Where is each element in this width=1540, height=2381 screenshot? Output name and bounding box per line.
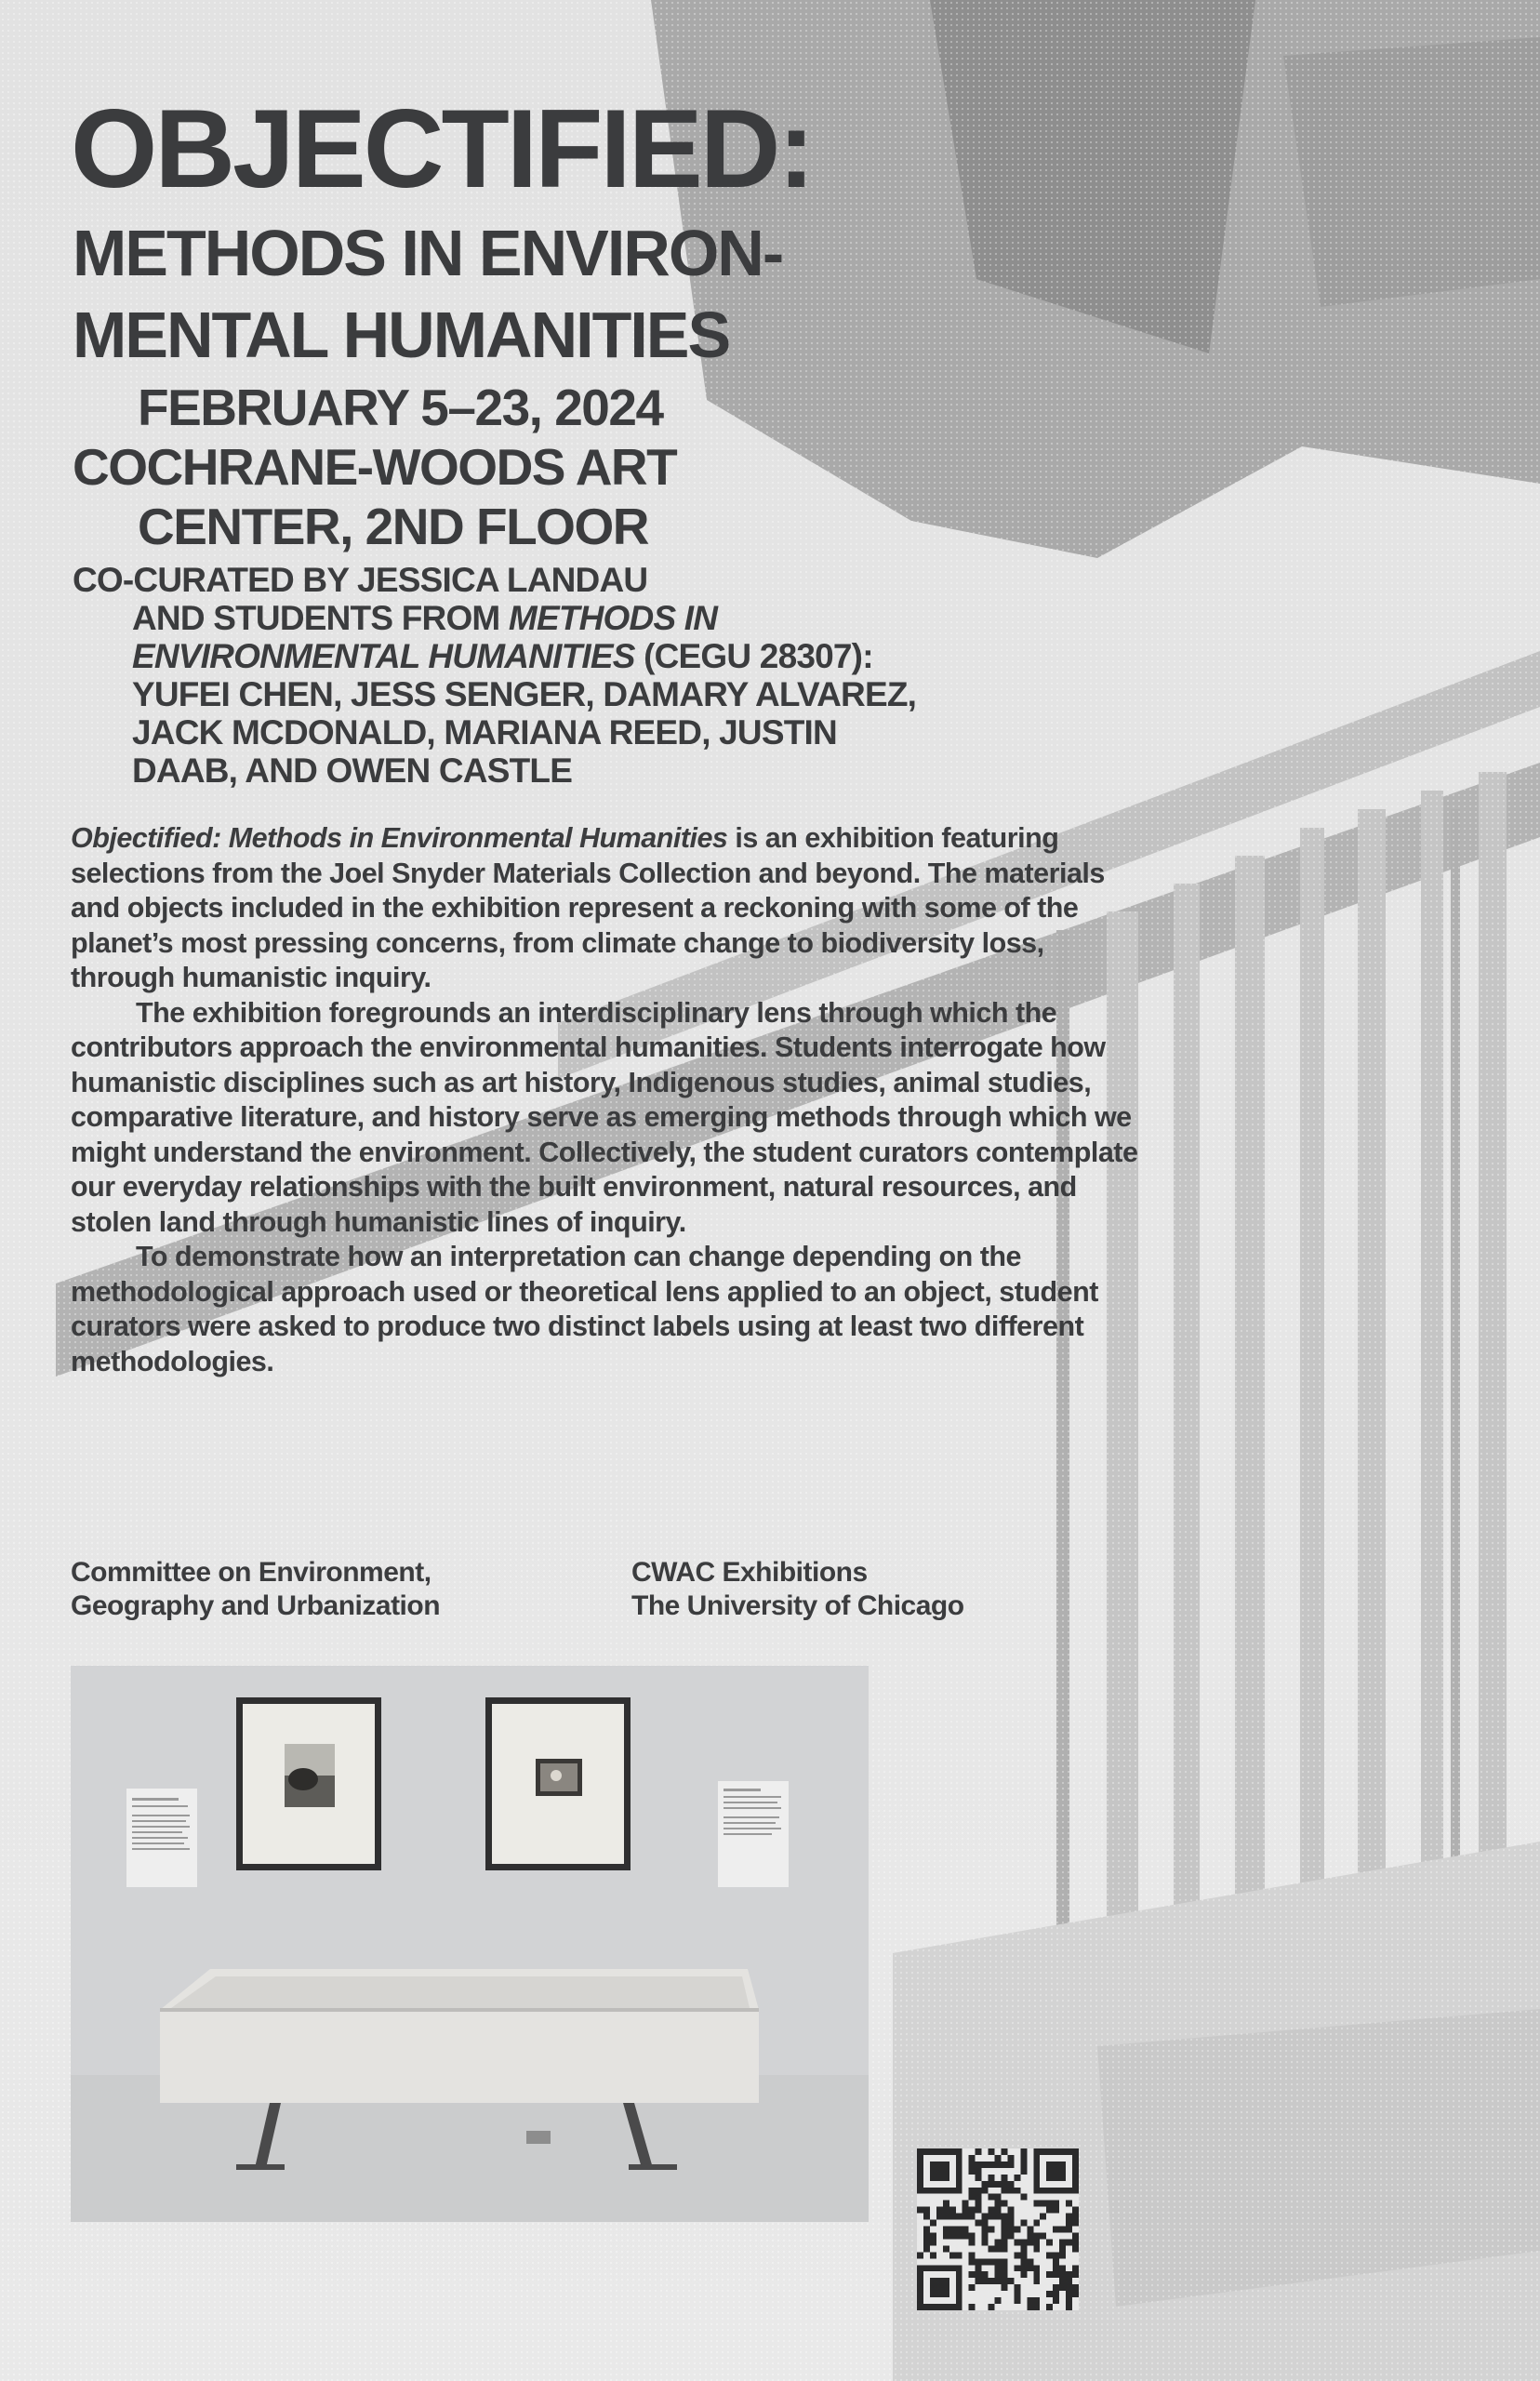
venue-line: COCHRANE-WOODS ART [73,438,677,496]
student-names-line: JACK MCDONALD, MARIANA REED, JUSTIN [132,713,837,752]
subtitle-line: MENTAL HUMANITIES [73,299,730,371]
description-paragraph: To demonstrate how an interpretation can change depending on the methodological approach used or theoretical lens applied to an object, student curators were asked to produce two distinct labels using at least two different methodologies. [71,1241,1098,1377]
qr-code-icon[interactable] [917,2148,1079,2310]
poster-subtitle [73,212,782,376]
exhibition-description [71,821,1140,1379]
student-names-line: YUFEI CHEN, JESS SENGER, DAMARY ALVAREZ, [132,675,917,713]
exhibition-title-italic: Objectified: Methods in Environmental Humanities [71,822,728,854]
exhibition-dates: FEBRUARY 5–23, 2024 [138,379,663,436]
curator-line [73,637,916,675]
course-code: (CEGU 28307): [634,637,873,675]
gallery-installation-photo [71,1666,869,2222]
footer-line: CWAC Exhibitions [631,1557,868,1588]
curator-line: CO-CURATED BY JESSICA LANDAU [73,561,648,599]
venue-line: CENTER, 2ND FLOOR [138,498,648,555]
subtitle-line: METHODS IN ENVIRON- [73,217,783,289]
footer-line: Geography and Urbanization [71,1590,441,1621]
course-title-italic: ENVIRONMENTAL HUMANITIES [132,637,635,675]
student-names-line: DAAB, AND OWEN CASTLE [132,752,573,790]
course-title-italic: METHODS IN [508,599,718,637]
description-paragraph [71,821,1140,996]
curator-line-text: AND STUDENTS FROM [132,599,509,637]
footer-line: The University of Chicago [631,1590,964,1621]
footer-line: Committee on Environment, [71,1557,431,1588]
curator-line [73,599,916,637]
description-paragraph: The exhibition foregrounds an interdisciplinary lens through which the contributors approach the environmental humanities. Students interrogate how humanistic disciplines such as art history, Indigenous studies, animal studies, comparative literature, and history serve as emerging methods through which we might understand the environment. Collectively, the student curators contemplate our everyday relationships with the built environment, natural resources, and stolen land through humanistic lines of inquiry. [71,996,1138,1238]
paragraph-text: is an exhibition featuring selections from the Joel Snyder Materials Collection and beyond. The materials and objects included in the exhibition represent a reckoning with some of the planet’s most pressing concerns, from climate change to biodiversity loss, through humanistic inquiry. [71,822,1105,993]
date-and-venue [73,378,676,556]
footer-sponsor-right [631,1556,964,1623]
poster-title: OBJECTIFIED: [71,86,813,211]
footer-sponsor-left [71,1556,440,1623]
curator-credits [73,561,916,790]
